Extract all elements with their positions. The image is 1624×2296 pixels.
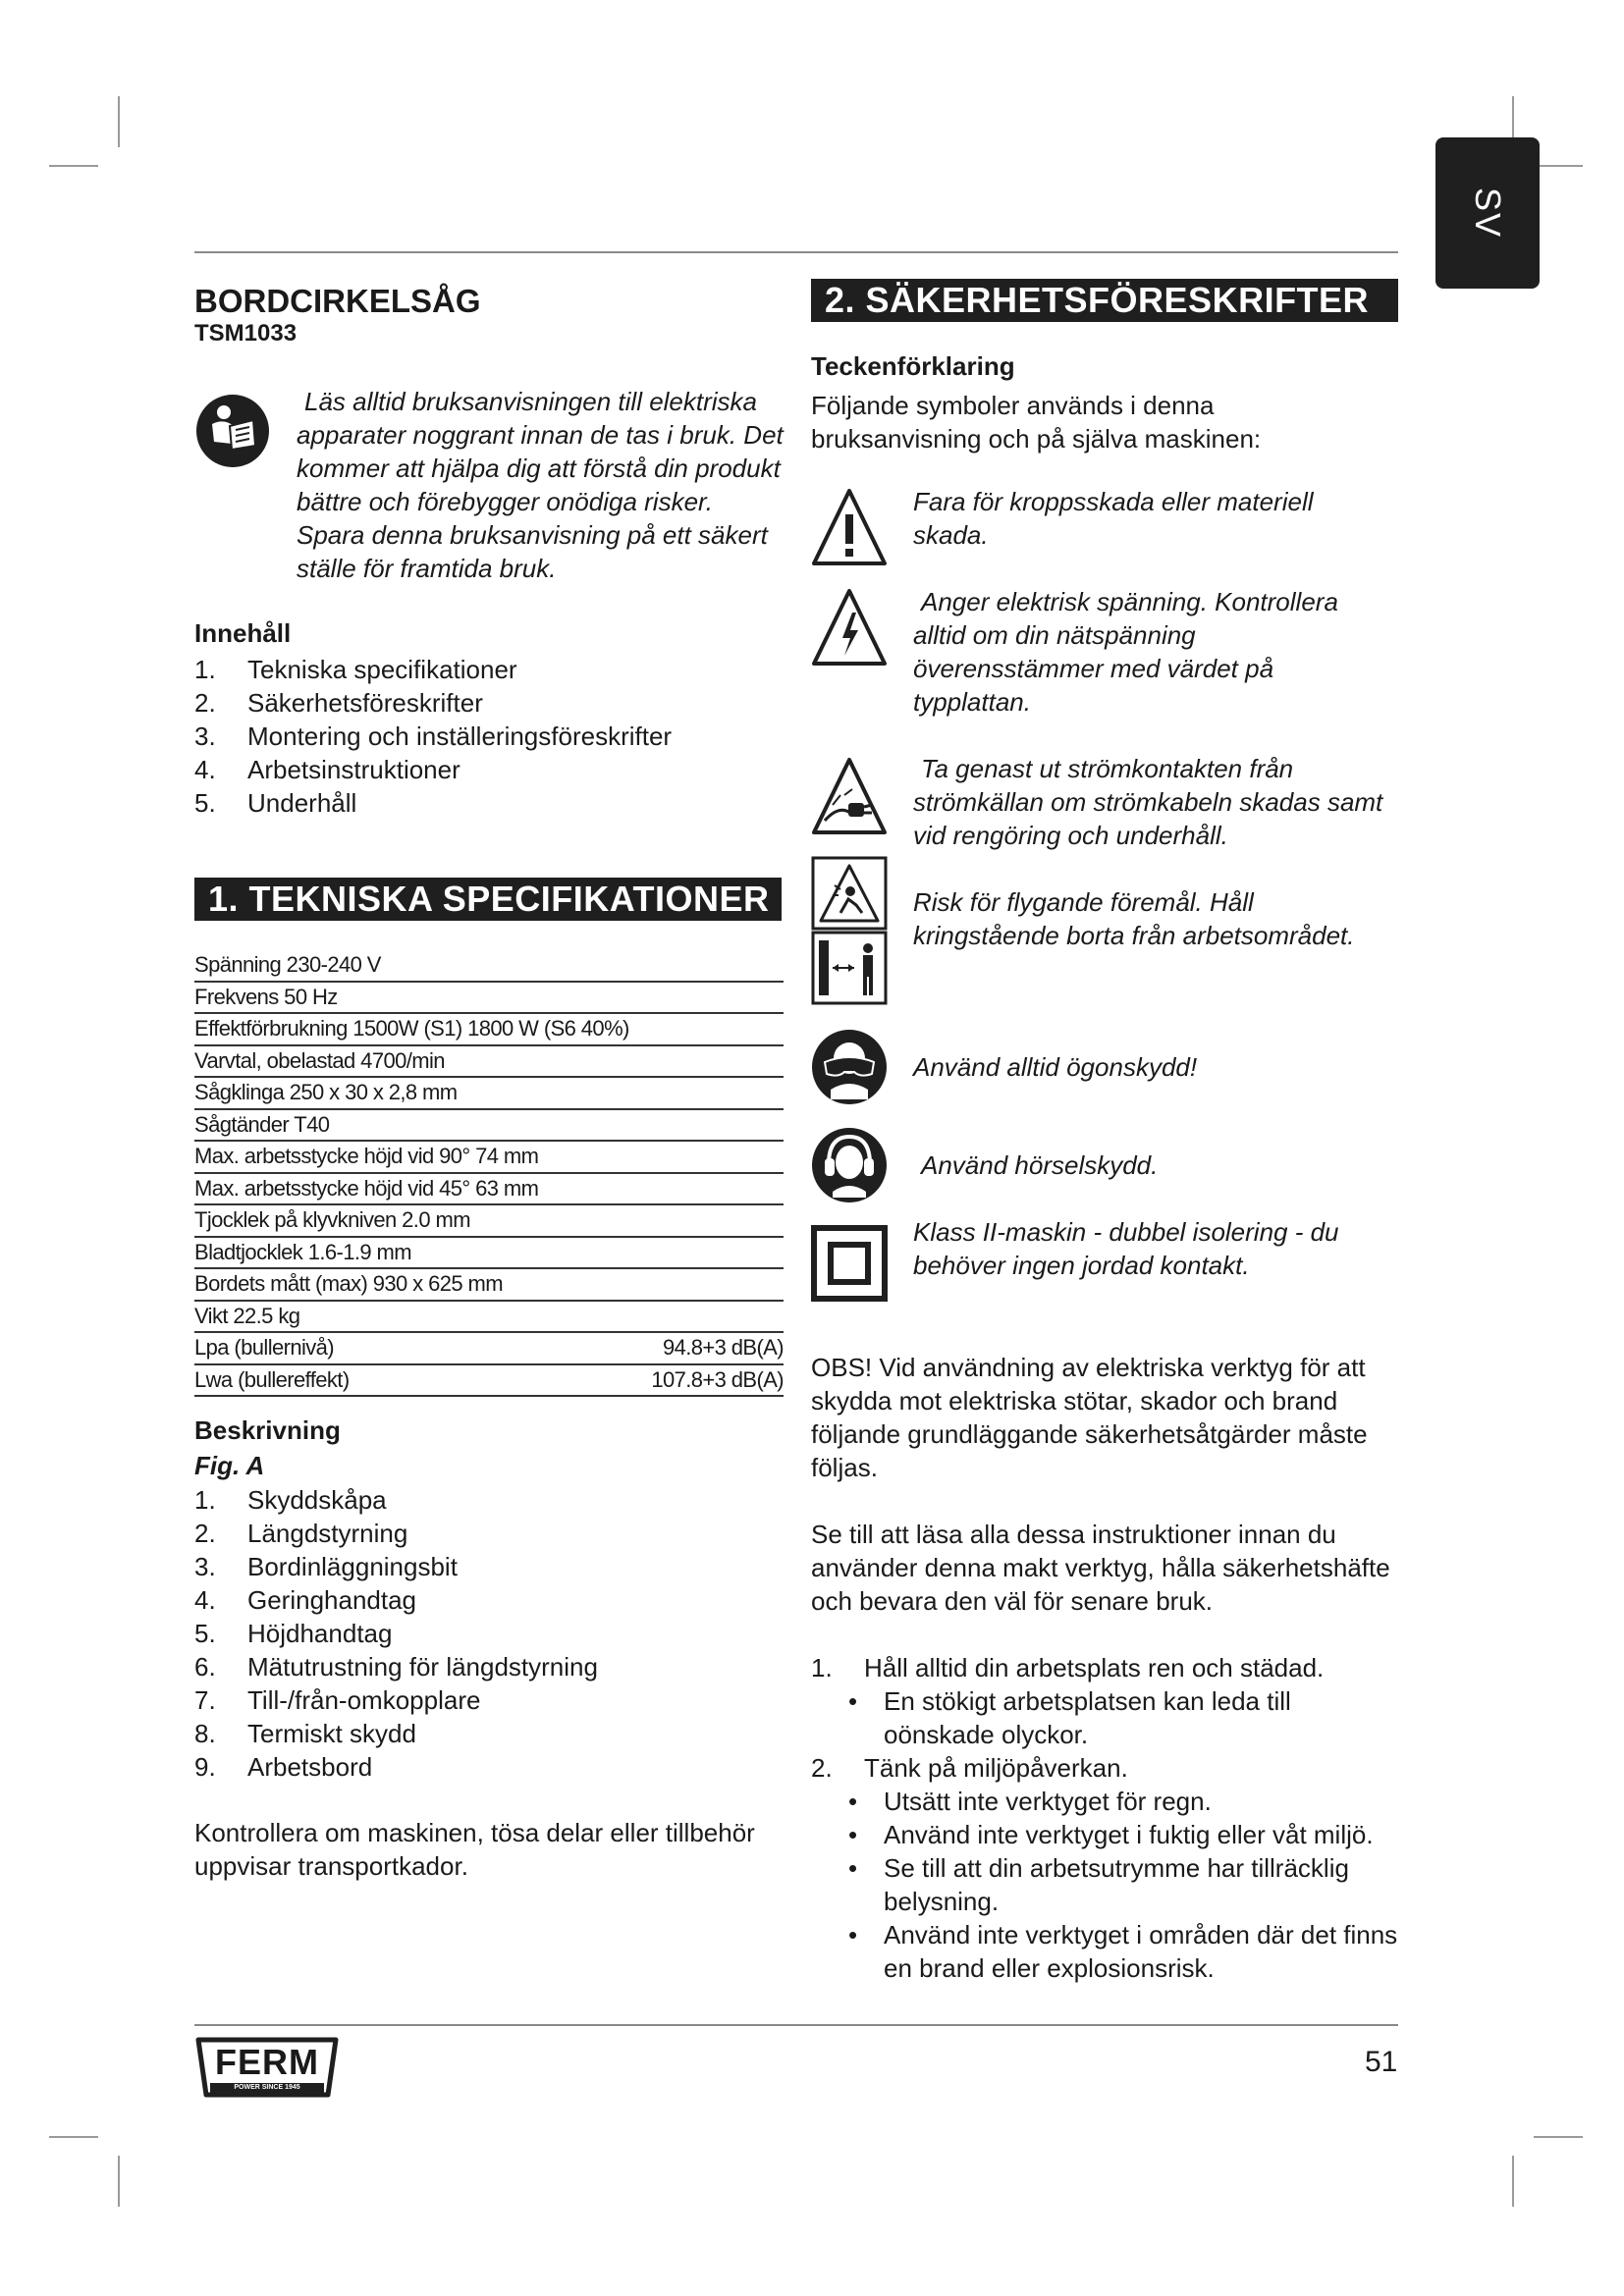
description-heading: Beskrivning — [194, 1415, 341, 1445]
spec-row: Frekvens 50 Hz — [194, 983, 784, 1015]
crop-mark — [118, 2156, 120, 2207]
spec-row: Varvtal, obelastad 4700/min — [194, 1046, 784, 1079]
crop-mark — [1512, 2156, 1514, 2207]
spec-row: Max. arbetsstycke höjd vid 90° 74 mm — [194, 1142, 784, 1174]
bottom-rule — [194, 2024, 1398, 2026]
logo-tagline: POWER SINCE 1945 — [234, 2084, 300, 2091]
spec-table — [194, 950, 784, 1397]
legend-heading: Teckenförklaring — [811, 351, 1015, 381]
ear-protection-icon — [811, 1127, 888, 1203]
language-tab — [1435, 137, 1540, 289]
list-item: • Använd inte verktyget i områden där det finns en brand eller explosionsrisk. — [848, 1920, 1398, 1983]
crop-mark — [1534, 2136, 1583, 2138]
section-2-heading: 2. SÄKERHETSFÖRESKRIFTER — [811, 279, 1398, 322]
spec-row: Spänning 230-240 V — [194, 950, 784, 983]
crop-mark — [49, 165, 98, 167]
spec-row: Sågtänder T40 — [194, 1110, 784, 1143]
language-tab-label: SV — [1468, 187, 1508, 240]
symbol-class-ii-text: Klass II-maskin - dubbel isolering - du behöver ingen jordad kontakt. — [913, 1217, 1339, 1280]
spec-row: Lpa (bullernivå) 94.8+3 dB(A) — [194, 1333, 784, 1365]
list-item: 2. Längdstyrning — [194, 1519, 408, 1548]
list-item: 4. Geringhandtag — [194, 1585, 417, 1615]
spec-row: Max. arbetsstycke höjd vid 45° 63 mm — [194, 1174, 784, 1206]
list-item: 9. Arbetsbord — [194, 1752, 373, 1782]
list-item: 2. Säkerhetsföreskrifter — [194, 688, 483, 718]
top-rule — [194, 251, 1398, 253]
spec-row: Sågklinga 250 x 30 x 2,8 mm — [194, 1078, 784, 1110]
crop-mark — [1534, 165, 1583, 167]
read-manual-icon — [194, 393, 271, 469]
product-title: BORDCIRKELSÅG — [194, 283, 481, 319]
list-item: 5. Underhåll — [194, 788, 357, 818]
spec-row: Bordets mått (max) 930 x 625 mm — [194, 1269, 784, 1302]
spec-row: Vikt 22.5 kg — [194, 1302, 784, 1334]
warning-triangle-icon — [811, 487, 888, 567]
list-item: 7. Till-/från-omkopplare — [194, 1685, 481, 1715]
list-item: 1. Skyddskåpa — [194, 1485, 387, 1515]
list-item: 2. Tänk på miljöpåverkan. — [811, 1753, 1128, 1783]
spec-row: Bladtjocklek 1.6-1.9 mm — [194, 1238, 784, 1270]
crop-mark — [49, 2136, 98, 2138]
list-item: 4. Arbetsinstruktioner — [194, 755, 460, 784]
list-item: • Använd inte verktyget i fuktig eller våt miljö. — [848, 1820, 1374, 1849]
list-item: • Utsätt inte verktyget för regn. — [848, 1787, 1212, 1816]
list-item: • En stökigt arbetsplatsen kan leda till oönskade olyckor. — [848, 1686, 1291, 1749]
eye-protection-icon — [811, 1029, 888, 1105]
intro-text: Läs alltid bruksanvisningen till elektriska apparater noggrant innan de tas i bruk. Det kommer att hjälpa dig att förstå din produkt bättre och förebygger onödiga risker. Spara denna bruksanvisning på ett säkert ställe för framtida bruk. — [297, 387, 784, 583]
spec-row: Lwa (bullereffekt) 107.8+3 dB(A) — [194, 1365, 784, 1398]
read-instructions-paragraph: Se till att läsa alla dessa instruktioner innan du använder denna makt verktyg, hålla säkerhetshäfte och bevara den väl för senare bruk. — [811, 1520, 1390, 1616]
list-item: 1. Tekniska specifikationer — [194, 655, 517, 684]
logo-text: FERM — [215, 2042, 319, 2082]
electric-voltage-icon — [811, 587, 888, 667]
list-item: 1. Håll alltid din arbetsplats ren och städad. — [811, 1653, 1325, 1682]
obs-paragraph: OBS! Vid användning av elektriska verktyg för att skydda mot elektriska stötar, skador och brand följande grundläggande säkerhetsåtgärder måste följas. — [811, 1353, 1368, 1482]
symbol-flying-text: Risk för flygande föremål. Håll kringstående borta från arbetsområdet. — [913, 887, 1355, 950]
class-ii-icon — [811, 1225, 888, 1302]
safety-rules-list — [811, 1651, 1400, 1985]
transport-note: Kontrollera om maskinen, tösa delar eller tillbehör uppvisar transportkador. — [194, 1818, 755, 1881]
contents-heading: Innehåll — [194, 618, 292, 648]
legend-intro: Följande symboler används i denna bruksanvisning och på själva maskinen: — [811, 391, 1262, 454]
page-number: 51 — [1365, 2046, 1398, 2078]
symbol-ear-text: Använd hörselskydd. — [921, 1150, 1159, 1180]
ferm-logo — [194, 2034, 340, 2099]
spec-row: Tjocklek på klyvkniven 2.0 mm — [194, 1205, 784, 1238]
section-1-heading: 1. TEKNISKA SPECIFIKATIONER — [194, 878, 782, 921]
symbol-unplug-text: Ta genast ut strömkontakten från strömkällan om strömkabeln skadas samt vid rengöring och underhåll. — [913, 754, 1383, 850]
contents-list — [194, 653, 784, 820]
symbol-eye-text: Använd alltid ögonskydd! — [913, 1052, 1198, 1082]
list-item: 6. Mätutrustning för längdstyrning — [194, 1652, 598, 1682]
list-item: 3. Montering och inställeringsföreskrifter — [194, 721, 673, 751]
list-item: 5. Höjdhandtag — [194, 1619, 393, 1648]
spec-row: Effektförbrukning 1500W (S1) 1800 W (S6 40%) — [194, 1014, 784, 1046]
list-item: 8. Termiskt skydd — [194, 1719, 416, 1748]
model-number: TSM1033 — [194, 320, 298, 347]
crop-mark — [118, 96, 120, 147]
unplug-icon — [811, 756, 888, 836]
symbol-warning-text: Fara för kroppsskada eller materiell skada. — [913, 487, 1314, 550]
figure-label: Fig. A — [194, 1451, 265, 1480]
list-item: • Se till att din arbetsutrymme har tillräcklig belysning. — [848, 1853, 1349, 1916]
list-item: 3. Bordinläggningsbit — [194, 1552, 458, 1581]
symbol-voltage-text: Anger elektrisk spänning. Kontrollera alltid om din nätspänning överensstämmer med värdet på typplattan. — [913, 587, 1338, 717]
parts-list — [194, 1483, 784, 1784]
flying-objects-icon — [811, 856, 888, 1005]
